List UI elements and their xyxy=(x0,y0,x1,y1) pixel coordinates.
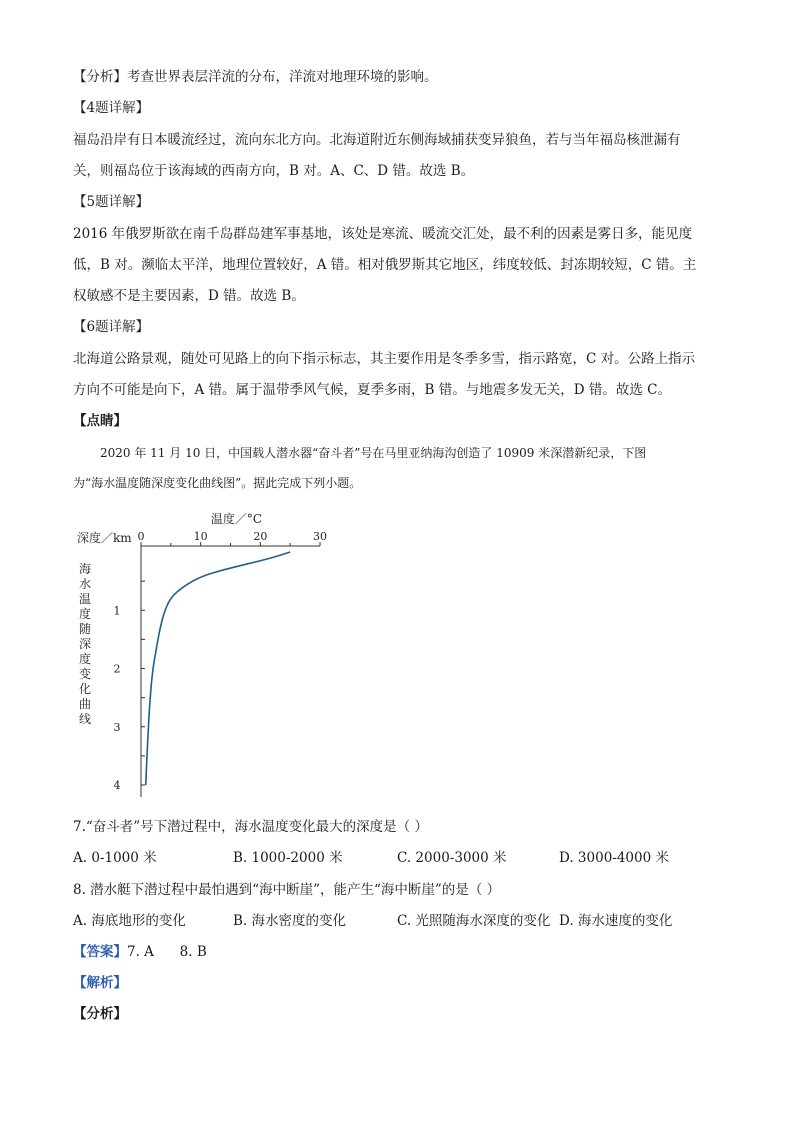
chart-vertical-title xyxy=(78,562,92,727)
q4-detail-line-2: 关，则福岛位于该海域的西南方向，B 对。A、C、D 错。故选 B。 xyxy=(73,163,475,179)
x-tick-label: 20 xyxy=(253,530,268,543)
chart-title xyxy=(78,562,92,727)
q7-stem: 7.“奋斗者”号下潜过程中，海水温度变化最大的深度是（ ） xyxy=(73,819,428,835)
chart-title-char: 深 xyxy=(78,637,91,651)
q7-option-d: D. 3000-4000 米 xyxy=(559,850,669,866)
q8-stem: 8. 潜水艇下潜过程中最怕遇到“海中断崖”，能产生“海中断崖”的是（ ） xyxy=(73,882,501,898)
q8-option-b: B. 海水密度的变化 xyxy=(233,913,347,929)
y-tick-label: 4 xyxy=(113,779,121,792)
q5-detail-line-1: 2016 年俄罗斯欲在南千岛群岛建军事基地，该处是寒流、暖流交汇处，最不利的因素是雾日多，能见度 xyxy=(73,226,693,242)
y-tick-label: 2 xyxy=(113,662,121,676)
x-axis-label: 温度／°C xyxy=(210,512,263,526)
q4-detail-line-1: 福岛沿岸有日本暖流经过，流向东北方向。北海道附近东侧海域捕获变异狼鱼，若与当年福岛核泄漏有 xyxy=(73,132,681,148)
jiexi-heading: 【解析】 xyxy=(73,975,127,991)
q5-heading: 【5题详解】 xyxy=(73,194,150,210)
q8-option-d: D. 海水速度的变化 xyxy=(559,913,673,929)
answer-label: 【答案】 xyxy=(73,944,127,960)
chart-title-char: 温 xyxy=(78,592,91,606)
q5-detail-line-2: 低，B 对。濒临太平洋，地理位置较好，A 错。相对俄罗斯其它地区，纬度较低、封冻期较短，C 错。主 xyxy=(73,257,697,273)
answer-text: 7. A 8. B xyxy=(127,944,207,960)
x-tick-label: 0 xyxy=(137,530,145,543)
chart-title-char: 随 xyxy=(78,622,91,636)
q7-option-a: A. 0-1000 米 xyxy=(73,850,157,866)
y-tick-label: 1 xyxy=(113,604,121,618)
chart-title-char: 度 xyxy=(78,607,91,621)
chart-title-char: 化 xyxy=(78,682,91,696)
stem-line-2: 为“海水温度随深度变化曲线图”。据此完成下列小题。 xyxy=(73,476,362,490)
stem-line-1: 2020 年 11 月 10 日，中国载人潜水器“奋斗者”号在马里亚纳海沟创造了 10909 米深潜新纪录，下图 xyxy=(100,446,647,460)
q4-heading: 【4题详解】 xyxy=(73,100,150,116)
q6-heading: 【6题详解】 xyxy=(73,319,150,335)
q7-option-c: C. 2000-3000 米 xyxy=(397,850,507,866)
fenxi-heading: 【分析】 xyxy=(73,1006,127,1022)
chart-title-char: 度 xyxy=(78,652,91,666)
q7-option-b: B. 1000-2000 米 xyxy=(233,850,343,866)
answer-row xyxy=(73,943,207,961)
q8-option-a: A. 海底地形的变化 xyxy=(73,913,186,929)
x-tick-label: 30 xyxy=(313,530,327,543)
analysis-line: 【分析】考查世界表层洋流的分布，洋流对地理环境的影响。 xyxy=(73,69,438,85)
y-tick-label: 3 xyxy=(113,720,121,734)
chart-title-char: 水 xyxy=(78,577,91,591)
chart-title-char: 变 xyxy=(78,667,91,681)
q6-detail-line-1: 北海道公路景观，随处可见路上的向下指示标志，其主要作用是冬季多雪，指示路宽，C 对。公路上指示 xyxy=(73,351,696,367)
q8-option-c: C. 光照随海水深度的变化 xyxy=(397,913,551,929)
q5-detail-line-3: 权敏感不是主要因素，D 错。故选 B。 xyxy=(73,288,305,304)
y-axis-label: 深度／km xyxy=(77,531,132,545)
temperature-curve xyxy=(146,552,290,785)
dianjing-heading: 【点睛】 xyxy=(73,413,127,429)
chart-title-char: 线 xyxy=(78,712,91,726)
chart-title-char: 曲 xyxy=(78,697,91,711)
x-tick-label: 10 xyxy=(193,530,208,543)
chart-title-char: 海 xyxy=(78,562,91,576)
q6-detail-line-2: 方向不可能是向下，A 错。属于温带季风气候，夏季多雨，B 错。与地震多发无关，D 错。故选 C。 xyxy=(73,382,671,398)
